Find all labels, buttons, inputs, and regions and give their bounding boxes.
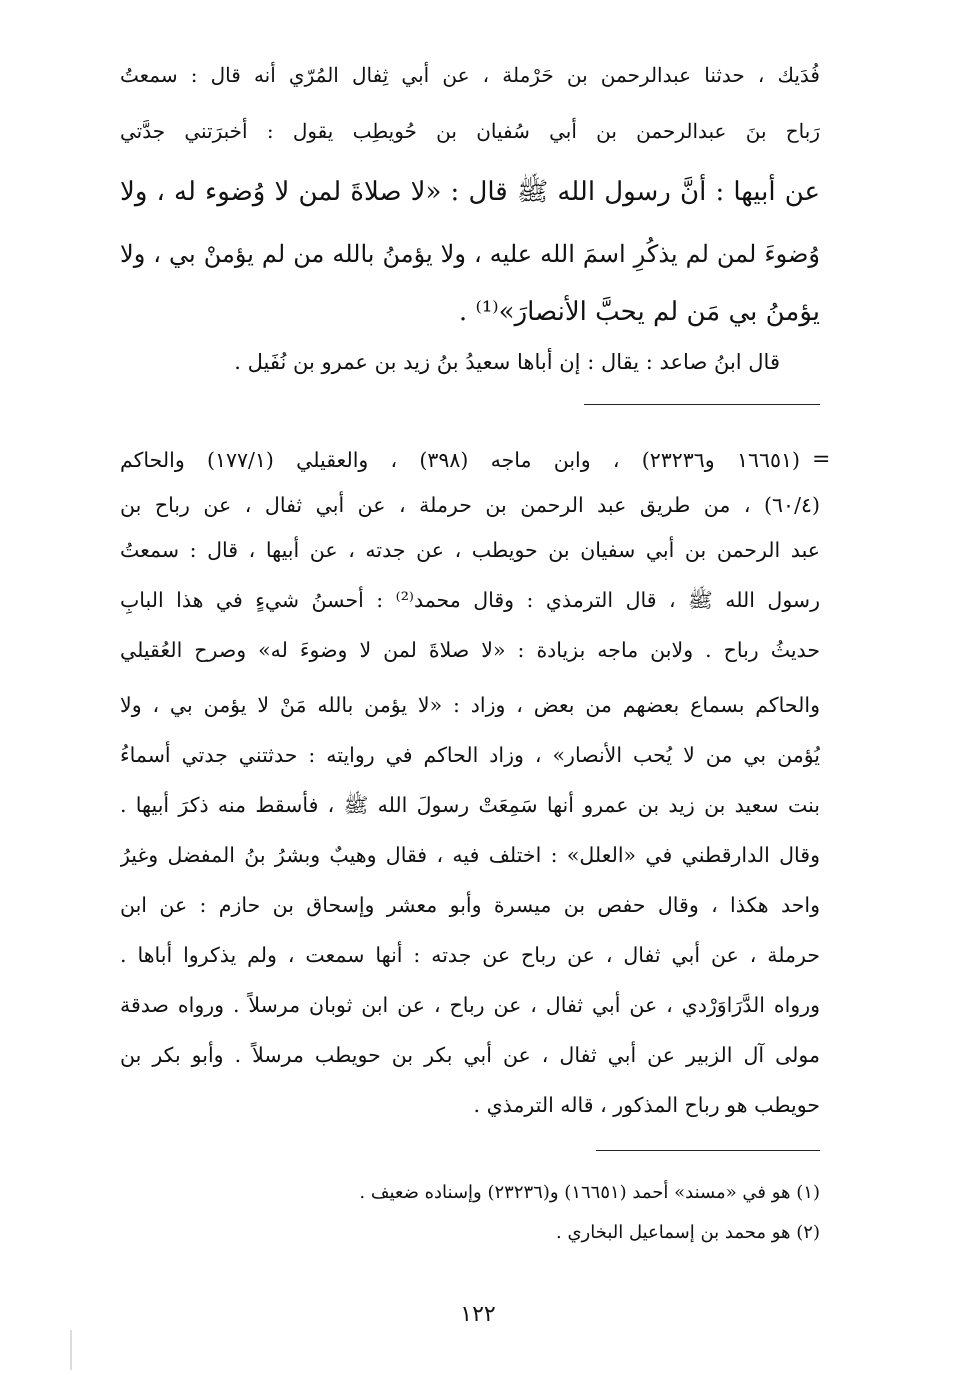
continuation-marker: = <box>812 447 831 472</box>
separator-rule-top <box>584 404 820 405</box>
body-line-2: وُضوءَ لمن لم يذكُرِ اسمَ الله عليه ، ولا يؤمنُ بالله من لم يؤمنْ بي ، ولا <box>120 240 820 268</box>
endnote-2: (٢) هو محمد بن إسماعيل البخاري . <box>556 1222 820 1243</box>
separator-rule-bottom <box>596 1150 820 1151</box>
footnote-line-8: بنت سعيد بن زيد بن عمرو أنها سَمِعَتْ رسولَ الله ﷺ ، فأسقط منه ذكرَ أبيها . <box>120 793 820 817</box>
footnote-line-10: واحد هكذا ، وقال حفص بن ميسرة وأبو معشر وإسحاق بن حازم : عن ابن <box>120 893 820 917</box>
ibn-saed-note: قال ابنُ صاعد : يقال : إن أباها سعيدُ بنُ زيد بن عمرو بن نُفَيل . <box>234 350 780 374</box>
footnote-line-14: حويطب هو رباح المذكور ، قاله الترمذي . <box>473 1093 820 1117</box>
footnote-line-4: رسول الله ﷺ ، قال الترمذي : وقال محمد⁽²⁾ : أحسنُ شيءٍ في هذا البابِ <box>120 588 820 612</box>
page-number: ١٢٢ <box>460 1302 496 1327</box>
footnote-line-6: والحاكم بسماع بعضهم من بعض ، وزاد : «لا يؤمن بالله مَنْ لا يؤمن بي ، ولا <box>120 693 820 717</box>
footnote-line-1: (١٦٦٥١ و٢٣٢٣٦) ، وابن ماجه (٣٩٨) ، والعقيلي (١٧٧/١) والحاكم <box>120 448 800 472</box>
footnote-line-12: ورواه الدَّرَاوَرْدي ، عن أبي ثفال ، عن رباح ، عن ابن ثوبان مرسلاً . ورواه صدقة <box>120 993 820 1017</box>
body-line-3: يؤمنُ بي مَن لم يحبَّ الأنصارَ»⁽¹⁾ . <box>458 297 820 327</box>
footnote-line-3: عبد الرحمن بن أبي سفيان بن حويطب ، عن جدته ، عن أبيها ، قال : سمعتُ <box>120 538 820 562</box>
endnote-1: (١) هو في «مسند» أحمد (١٦٦٥١) و(٢٣٢٣٦) وإسناده ضعيف . <box>359 1182 820 1203</box>
header-line-2: رَباح بنَ عبدالرحمن بن أبي سُفيان بن حُويطِب يقول : أخبرَتني جدَّتي <box>120 119 820 143</box>
footnote-line-5: حديثُ رباح . ولابن ماجه بزيادة : «لا صلاةَ لمن لا وضوءَ له» وصرح العُقيلي <box>120 638 820 662</box>
footnote-line-7: يُؤمن بي من لا يُحب الأنصار» ، وزاد الحاكم في روايته : حدثتني جدتي أسماءُ <box>120 743 820 767</box>
footnote-line-2: (٦٠/٤) ، من طريق عبد الرحمن بن حرملة ، عن أبي ثفال ، عن رباح بن <box>120 493 820 517</box>
scan-margin-mark <box>70 1330 72 1370</box>
footnote-line-9: وقال الدارقطني في «العلل» : اختلف فيه ، فقال وهيبٌ وبشرُ بنُ المفضل وغيرُ <box>120 843 820 867</box>
footnote-line-11: حرملة ، عن أبي ثفال ، عن رباح عن جدته : أنها سمعت ، ولم يذكروا أباها . <box>120 943 820 967</box>
footnote-line-13: مولى آل الزبير عن أبي ثفال ، عن أبي بكر بن حويطب مرسلاً . وأبو بكر بن <box>120 1043 820 1067</box>
body-line-1: عن أبيها : أنَّ رسول الله ﷺ قال : «لا صلاةَ لمن لا وُضوء له ، ولا <box>120 177 820 207</box>
header-line-1: فُدَيك ، حدثنا عبدالرحمن بن حَرْملة ، عن أبي ثِفال المُرّي أنه قال : سمعتُ <box>120 63 820 87</box>
